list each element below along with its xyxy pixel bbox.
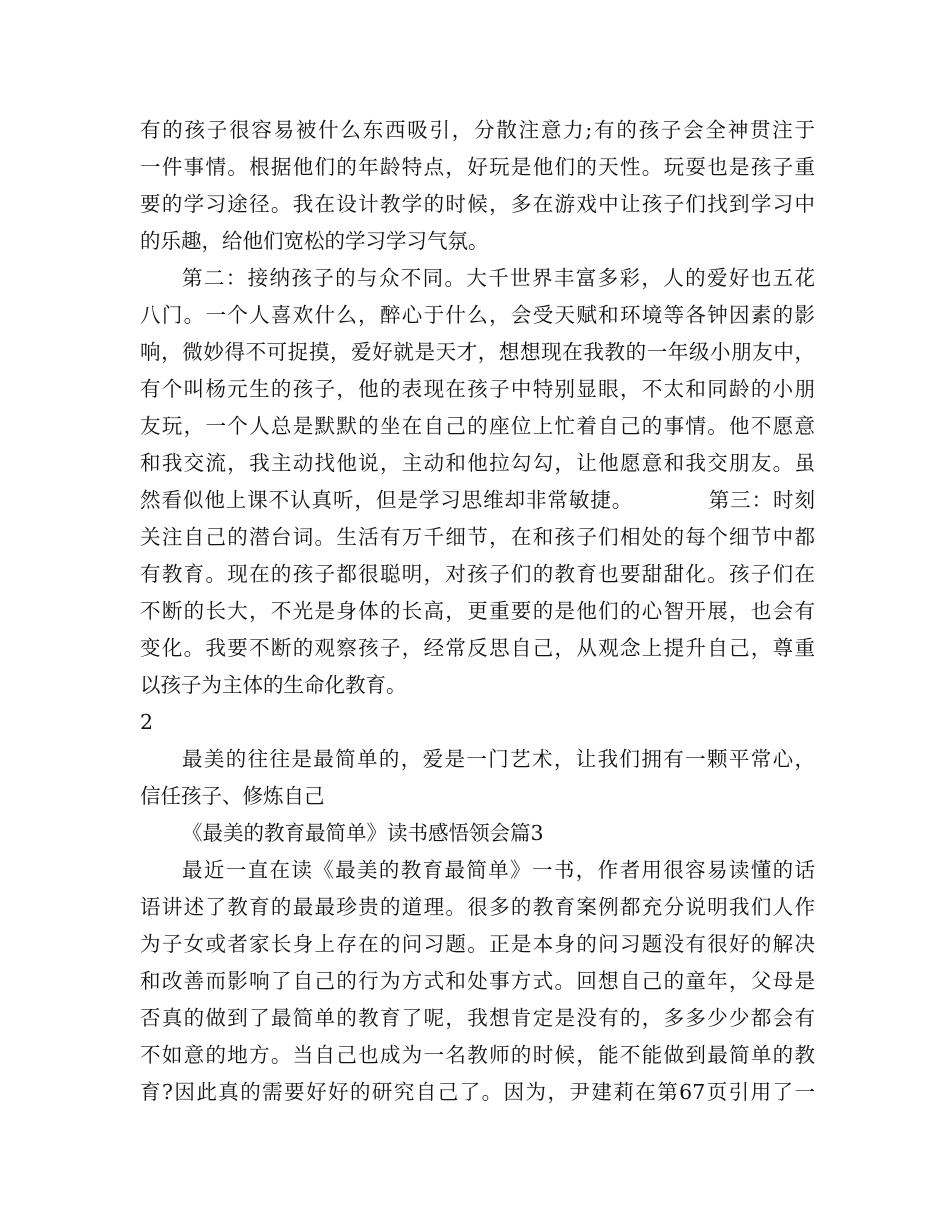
paragraph-line: 关注自己的潜台词。生活有万千细节，在和孩子们相处的每个细节中都 — [140, 525, 815, 549]
paragraph-line: 有的孩子很容易被什么东西吸引，分散注意力;有的孩子会全神贯注于 — [140, 118, 815, 142]
section-title: 《最美的教育最简单》读书感悟领会篇3 — [182, 821, 544, 845]
paragraph-line: 响，微妙得不可捉摸，爱好就是天才，想想现在我教的一年级小朋友中， — [140, 340, 815, 364]
paragraph-line: 信任孩子、修炼自己 — [140, 784, 325, 808]
paragraph-line: 有个叫杨元生的孩子，他的表现在孩子中特别显眼，不太和同龄的小朋 — [140, 377, 815, 401]
paragraph-line: 要的学习途径。我在设计教学的时候，多在游戏中让孩子们找到学习中 — [140, 192, 815, 216]
paragraph-line: 和我交流，我主动找他说，主动和他拉勾勾，让他愿意和我交朋友。虽 — [140, 451, 815, 475]
paragraph-line: 的乐趣，给他们宽松的学习学习气氛。 — [140, 229, 489, 253]
paragraph-line: 以孩子为主体的生命化教育。 — [140, 673, 407, 697]
paragraph-line: 不断的长大，不光是身体的长高，更重要的是他们的心智开展，也会有 — [140, 599, 815, 623]
paragraph-line: 变化。我要不断的观察孩子，经常反思自己，从观念上提升自己，尊重 — [140, 636, 815, 660]
paragraph-line: 为子女或者家长身上存在的问习题。正是本身的问习题没有很好的解决 — [140, 932, 815, 956]
paragraph-line: 否真的做到了最简单的教育了呢，我想肯定是没有的，多多少少都会有 — [140, 1006, 815, 1030]
paragraph-line: 最美的往往是最简单的，爱是一门艺术，让我们拥有一颗平常心， — [182, 747, 815, 771]
paragraph-line: 然看似他上课不认真听，但是学习思维却非常敏捷。 第三：时刻 — [140, 488, 815, 512]
paragraph-line: 和改善而影响了自己的行为方式和处事方式。回想自己的童年，父母是 — [140, 969, 815, 993]
paragraph-line: 八门。一个人喜欢什么，醉心于什么，会受天赋和环境等各钟因素的影 — [140, 303, 815, 327]
paragraph-line: 有教育。现在的孩子都很聪明，对孩子们的教育也要甜甜化。孩子们在 — [140, 562, 815, 586]
paragraph-line: 语讲述了教育的最最珍贵的道理。很多的教育案例都充分说明我们人作 — [140, 895, 815, 919]
page-number: 2 — [140, 710, 154, 734]
paragraph-line: 一件事情。根据他们的年龄特点，好玩是他们的天性。玩耍也是孩子重 — [140, 155, 815, 179]
paragraph-line: 最近一直在读《最美的教育最简单》一书，作者用很容易读懂的话 — [182, 858, 815, 882]
paragraph-line: 友玩，一个人总是默默的坐在自己的座位上忙着自己的事情。他不愿意 — [140, 414, 815, 438]
paragraph-line: 第二：接纳孩子的与众不同。大千世界丰富多彩，人的爱好也五花 — [182, 266, 815, 290]
paragraph-line: 不如意的地方。当自己也成为一名教师的时候，能不能做到最简单的教 — [140, 1043, 815, 1067]
paragraph-line: 育?因此真的需要好好的研究自己了。因为，尹建莉在第67页引用了一 — [140, 1080, 815, 1104]
